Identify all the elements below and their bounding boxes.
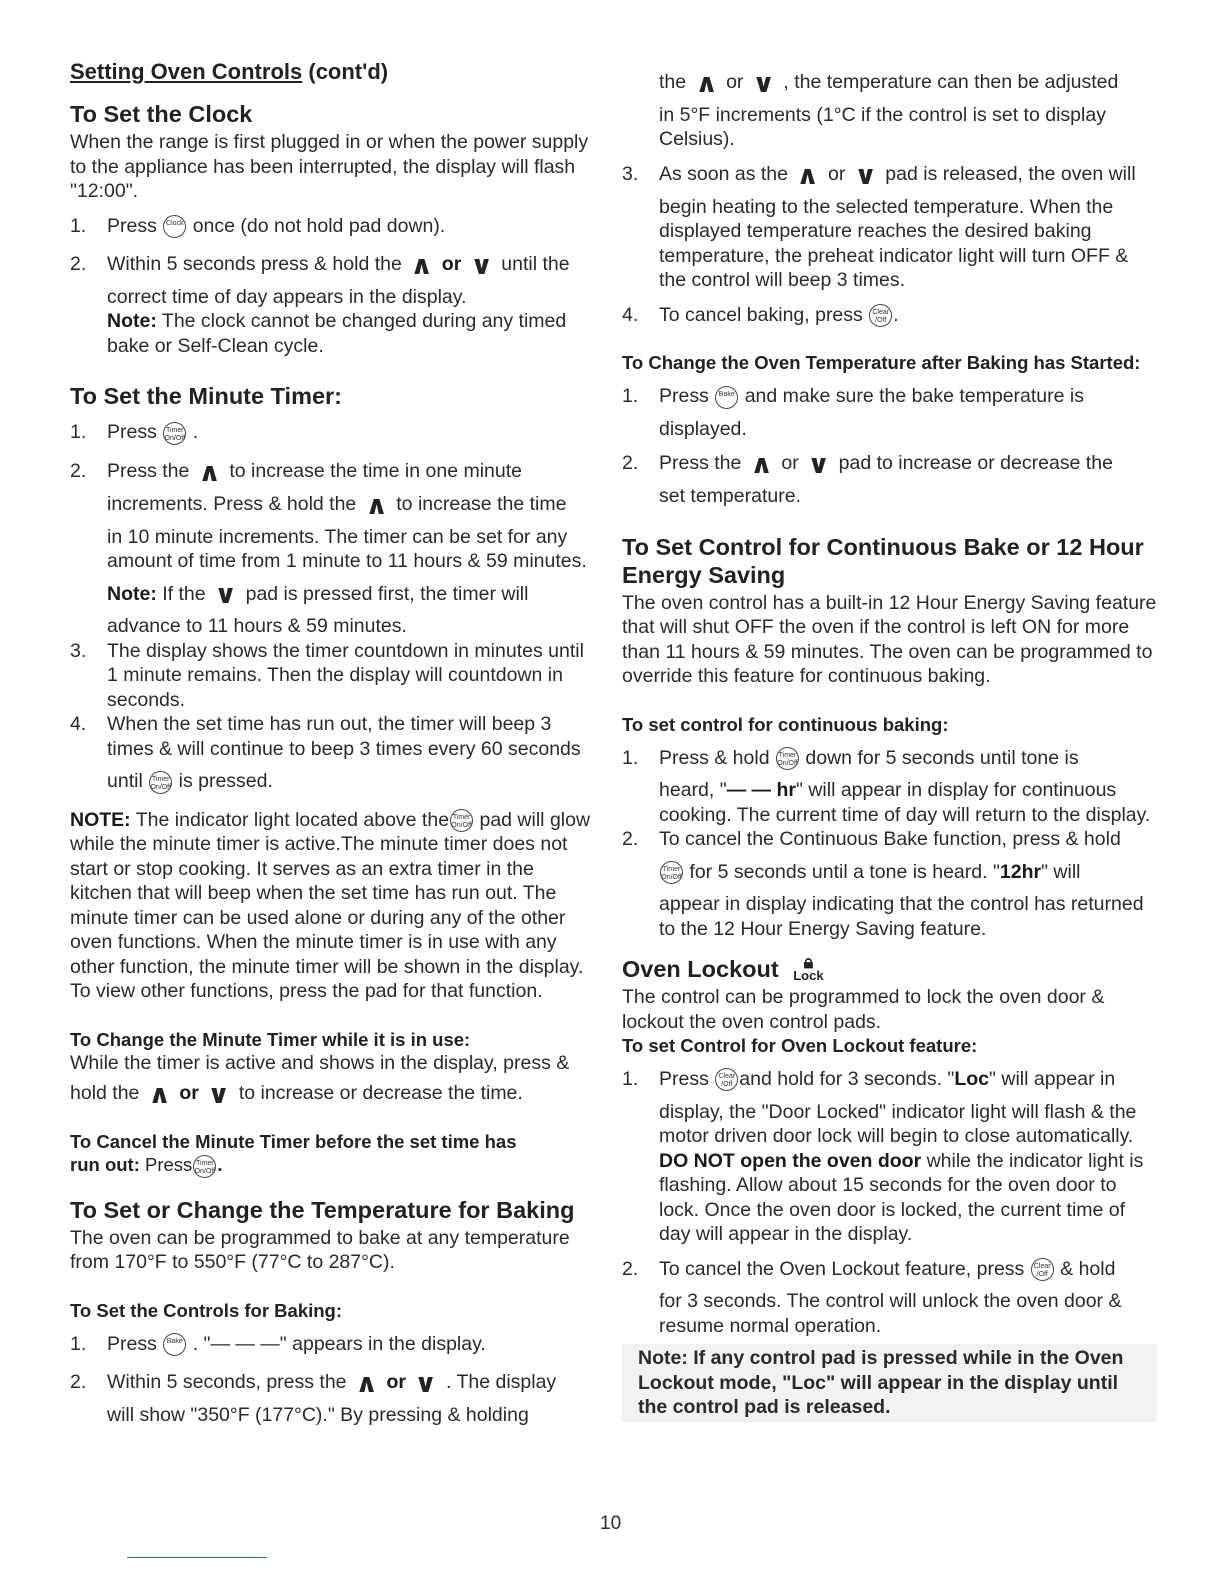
lockout-sub-heading: To set Control for Oven Lockout feature: bbox=[622, 1035, 978, 1057]
timer-change-text: While the timer is active and shows in the display, press & hold the ∧ or ∨ to increase or decrease the time. bbox=[70, 1051, 570, 1110]
continuous-sub-heading: To set control for continuous baking: bbox=[622, 713, 949, 735]
up-arrow-icon: ∧ bbox=[364, 489, 388, 520]
clear-off-pad-icon: Clear /Off bbox=[715, 1068, 738, 1091]
up-arrow-icon: ∧ bbox=[796, 159, 820, 190]
temp-step-4: 4. To cancel baking, press Clear /Off . bbox=[622, 303, 899, 326]
lockout-intro: The control can be programmed to lock the oven door & lockout the oven control pads. bbox=[622, 986, 1105, 1033]
temp-change-heading: To Change the Oven Temperature after Baking has Started: bbox=[622, 352, 1141, 374]
timer-pad-icon: Timer On/Off bbox=[163, 422, 186, 445]
clock-heading: To Set the Clock bbox=[70, 101, 253, 127]
temp-change-step-1: 1. Press Bake and make sure the bake temperature is displayed. bbox=[622, 385, 1084, 440]
lock-icon: 🔒︎ Lock bbox=[793, 952, 824, 984]
title-main: Setting Oven Controls bbox=[70, 59, 303, 84]
timer-step-1: 1. Press Timer On/Off . bbox=[70, 421, 199, 444]
timer-pad-icon: Timer On/Off bbox=[450, 809, 473, 832]
up-arrow-icon: ∧ bbox=[749, 449, 773, 480]
clock-pad-icon: Clock bbox=[163, 215, 186, 238]
continuous-heading: To Set Control for Continuous Bake or 12 Hour Energy Saving bbox=[622, 533, 1144, 588]
temp-change-step-2: 2. Press the ∧ or ∨ pad to increase or decrease the set temperature. bbox=[622, 449, 1113, 508]
up-arrow-icon: ∧ bbox=[694, 67, 718, 98]
clear-off-pad-icon: Clear /Off bbox=[869, 304, 892, 327]
up-arrow-icon: ∧ bbox=[354, 1368, 379, 1399]
timer-cancel-heading: To Cancel the Minute Timer before the set time has run out: Press Timer On/Off . bbox=[70, 1130, 600, 1178]
timer-step-4: 4. When the set time has run out, the timer will beep 3 times & will continue to beep 3 times every 60 seconds until Timer On/Off is pressed. bbox=[70, 713, 581, 793]
lockout-note: Note: If any control pad is pressed while in the Oven Lockout mode, "Loc" will appear in the display until the control pad is released. bbox=[622, 1344, 1157, 1422]
timer-heading: To Set the Minute Timer: bbox=[70, 383, 343, 410]
lockout-step-1: 1. Press Clear /Off and hold for 3 seconds. "Loc" will appear in display, the "Door Locked" indicator light will flash & the motor driven door lock will begin to close automatically. DO NOT open the oven door while the indicator light is flashing. Allow about 15 seconds for the oven door to lock. Once the oven door is locked, the current time of day will appear in the display. bbox=[622, 1068, 1144, 1246]
timer-note: NOTE: The indicator light located above the Timer On/Off pad will glow while the minute timer is active.The minute timer does not start or stop cooking. It serves as an extra timer in the kitchen that will beep when the set time has run out. The minute timer can be used alone or during any of the other oven functions. When the minute timer is in use with any other function, the minute timer will be shown in the display. To view other functions, press the pad for that function. bbox=[70, 808, 591, 1003]
right-column bbox=[622, 67, 1157, 1422]
bake-pad-icon: Bake bbox=[715, 386, 738, 409]
left-column bbox=[70, 100, 600, 1428]
lockout-step-2: 2. To cancel the Oven Lockout feature, press Clear /Off & hold for 3 seconds. The control will unlock the oven door & resume normal operation. bbox=[622, 1257, 1122, 1337]
timer-change-heading: To Change the Minute Timer while it is in use: bbox=[70, 1028, 471, 1050]
up-arrow-icon: ∧ bbox=[147, 1079, 172, 1110]
continuous-step-1: 1. Press & hold Timer On/Off down for 5 seconds until tone is heard, "— — hr" will appear in display for continuous cooking. The current time of day will return to the display. bbox=[622, 746, 1151, 826]
down-arrow-icon: ∨ bbox=[807, 449, 831, 480]
up-arrow-icon: ∧ bbox=[197, 456, 221, 487]
clock-step-2: 2. Within 5 seconds press & hold the ∧ or ∨ until the correct time of day appears in the display. Note: The clock cannot be changed during any timed bake or Self-Clean cycle. bbox=[70, 249, 570, 357]
down-arrow-icon: ∨ bbox=[207, 1079, 231, 1110]
temp-step-2-cont: the ∧ or ∨ , the temperature can then be adjusted in 5°F increments (1°C if the control is set to display Celsius). bbox=[659, 67, 1119, 151]
timer-pad-icon: Timer On/Off bbox=[149, 771, 172, 794]
temp-step-1: 1. Press Bake . "— — —" appears in the display. bbox=[70, 1332, 486, 1355]
temp-step-3: 3. As soon as the ∧ or ∨ pad is released, the oven will begin heating to the selected temperature. When the displayed temperature reaches the desired baking temperature, the preheat indicator light will turn OFF & the control will beep 3 times. bbox=[622, 159, 1136, 292]
clock-step-1: 1. Press Clock once (do not hold pad down). bbox=[70, 214, 446, 237]
timer-pad-icon: Timer On/Off bbox=[193, 1155, 216, 1178]
clock-intro: When the range is first plugged in or when the power supply to the appliance has been interrupted, the display will flash "12:00". bbox=[70, 131, 589, 202]
temp-step-2: 2. Within 5 seconds, press the ∧ or ∨ . The display will show "350°F (177°C)." By pressing & holding bbox=[70, 1368, 557, 1427]
clear-off-pad-icon: Clear /Off bbox=[1031, 1258, 1054, 1281]
timer-step-2: 2. Press the ∧ to increase the time in one minute increments. Press & hold the ∧ to increase the time in 10 minute increments. The timer can be set for any amount of time from 1 minute to 11 hours & 59 minutes. Note: If the ∨ pad is pressed first, the timer will advance to 11 hours & 59 minutes. bbox=[70, 456, 587, 638]
title-suffix: (cont'd) bbox=[302, 59, 389, 84]
continuous-intro: The oven control has a built-in 12 Hour Energy Saving feature that will shut OFF the oven if the control is left ON for more than 11 hours & 59 minutes. The oven can be programmed to override this feature for continuous baking. bbox=[622, 591, 1157, 688]
down-arrow-icon: ∨ bbox=[853, 159, 877, 190]
continuous-step-2: 2. To cancel the Continuous Bake function, press & hold Timer On/Off for 5 seconds until a tone is heard. "12hr" will appear in display indicating that the control has returned to the 12 Hour Energy Saving feature. bbox=[622, 828, 1144, 940]
bake-pad-icon: Bake bbox=[163, 1333, 186, 1356]
up-arrow-icon: ∧ bbox=[410, 249, 434, 280]
temp-sub-heading: To Set the Controls for Baking: bbox=[70, 1299, 343, 1321]
down-arrow-icon: ∨ bbox=[469, 249, 493, 280]
footer-rule bbox=[127, 1557, 267, 1558]
timer-step-3: 3. The display shows the timer countdown in minutes until 1 minute remains. Then the display will countdown in seconds. bbox=[70, 639, 584, 711]
down-arrow-icon: ∨ bbox=[414, 1368, 438, 1399]
temp-intro: The oven can be programmed to bake at any temperature from 170°F to 550°F (77°C to 287°C). bbox=[70, 1226, 570, 1274]
lockout-heading: Oven Lockout 🔒︎ Lock bbox=[622, 952, 824, 984]
down-arrow-icon: ∨ bbox=[751, 67, 776, 98]
page-title bbox=[70, 60, 388, 85]
page-number: 10 bbox=[600, 1513, 622, 1534]
timer-pad-icon: Timer On/Off bbox=[660, 861, 683, 884]
temp-heading: To Set or Change the Temperature for Baking bbox=[70, 1196, 575, 1223]
down-arrow-icon: ∨ bbox=[213, 579, 238, 610]
timer-pad-icon: Timer On/Off bbox=[776, 747, 799, 770]
